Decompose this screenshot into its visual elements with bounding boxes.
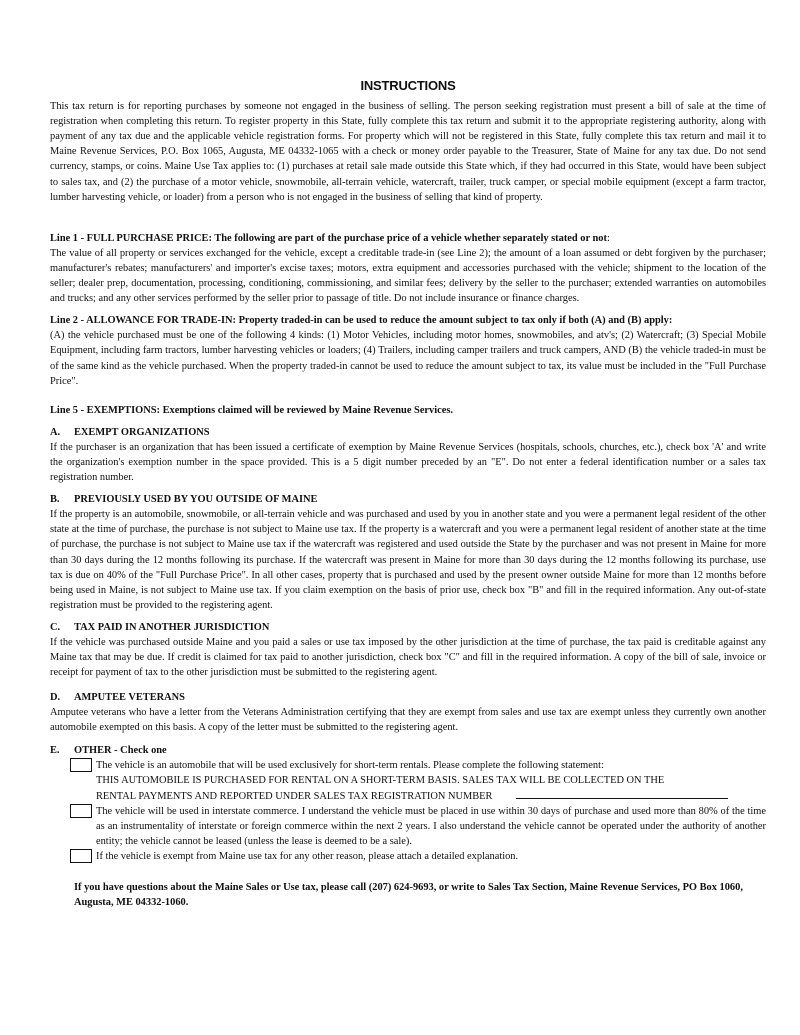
exemption-b-title: PREVIOUSLY USED BY YOU OUTSIDE OF MAINE [74, 494, 318, 506]
rental-statement-line2-text: RENTAL PAYMENTS AND REPORTED UNDER SALES TAX REGISTRATION NUMBER [96, 790, 493, 802]
exemption-b-heading [50, 492, 766, 507]
exemption-d-section [50, 690, 766, 735]
exemption-d-heading [50, 690, 766, 705]
exemption-d-title: AMPUTEE VETERANS [74, 692, 185, 704]
page-title: INSTRUCTIONS [360, 78, 456, 93]
other-option-short-term-rental [50, 758, 766, 804]
short-term-rental-checkbox[interactable] [70, 758, 92, 772]
exemption-e-title: OTHER - Check one [74, 744, 167, 756]
exemption-a-heading [50, 425, 766, 440]
instructions-page [50, 78, 766, 911]
line2-body: (A) the vehicle purchased must be one of the following 4 kinds: (1) Motor Vehicles, including motor homes, snowmobiles, and atv's; (2) Watercraft; (3) Special Mobile Equipment, including farm tractors, lumber harvesting vehicles or loaders; (4) Trailers, including camper trailers and truck campers, AND (B) the vehicle traded-in must be of the same kind as the vehicle purchased. When the property traded-in cannot be used to reduce the amount subject to tax, its value must be included in the "Full Purchase Price". [50, 330, 766, 387]
other-option-interstate-commerce [50, 804, 766, 849]
rental-statement-line2 [96, 788, 766, 804]
interstate-commerce-text: The vehicle will be used in interstate commerce. I understand the vehicle must be placed in use within 30 days of purchase and used more than 80% of the time as an instrumentality of interstate or foreign commerce within the next 2 years. I also understand the vehicle cannot be operated under the authority of another entity; the vehicle cannot be leased (unless the lease is deemed to be a sale). [96, 805, 766, 848]
exemption-a-section [50, 425, 766, 485]
line2-heading: Line 2 - ALLOWANCE FOR TRADE-IN: Property traded-in can be used to reduce the amount subject to tax only if both (A) and (B) apply: [50, 315, 673, 327]
exemption-b-body: If the property is an automobile, snowmobile, or all-terrain vehicle and was purchased and used by you in another state and you were a permanent legal resident of the other state at the time of purchase, the purchase is not subject to Maine use tax. If the property is a watercraft and you were a permanent legal resident of another state at the time of purchase, the purchase is not subject to Maine use tax if the watercraft was registered and used outside the State by the purchaser and was not present in Maine for more than 30 days during the 12 months following its purchase. If the watercraft was present in Maine for more than 30 days during the 12 months following its purchase, use tax is due on 40% of the "Full Purchase Price". In all other cases, property that is purchased and used by the present owner outside Maine for more than 12 months before being used in Maine, is not subject to Maine use tax. If you claim exemption on the basis of prior use, check box "B" and fill in the required information. Any out-of-state registration must be provided to the registering agent. [50, 509, 766, 611]
line2-section [50, 313, 766, 388]
line1-heading [50, 231, 766, 246]
exemption-b-section [50, 492, 766, 613]
line5-heading: Line 5 - EXEMPTIONS: Exemptions claimed will be reviewed by Maine Revenue Services. [50, 404, 453, 416]
rental-statement-line1: THIS AUTOMOBILE IS PURCHASED FOR RENTAL ON A SHORT-TERM BASIS. SALES TAX WILL BE COLLECTED ON THE [96, 774, 665, 786]
contact-info: If you have questions about the Maine Sales or Use tax, please call (207) 624-9693, or write to Sales Tax Section, Maine Revenue Services, PO Box 1060, Augusta, ME 04332-1060. [74, 882, 743, 909]
exemption-c-heading [50, 620, 766, 635]
interstate-commerce-checkbox[interactable] [70, 804, 92, 818]
line1-heading-suffix: : [606, 232, 610, 244]
other-reason-checkbox[interactable] [70, 849, 92, 863]
line1-body: The value of all property or services exchanged for the vehicle, except a creditable trade-in (see Line 2); the amount of a loan assumed or debt forgiven by the purchaser; manufacturer's rebates; manufacturers' and importer's excise taxes; motors, extra equipment and accessories purchased with the vehicle; shipment to the location of the seller; dealer prep, documentation, processing, conditioning, commissioning, and similar fees; delivery by the seller to the purchaser; extended warranties on automobiles and trucks; and any other services performed by the seller prior to passage of title. Do not include insurance or finance charges. [50, 247, 766, 305]
exemption-e-heading [50, 743, 766, 758]
exemption-a-body: If the purchaser is an organization that has been issued a certificate of exemption by Maine Revenue Services (hospitals, schools, churches, etc.), check box 'A' and write the organization's exemption number in the space provided. This is a 5 digit number preceded by an "E". Do not enter a federal identification number or a sales tax registration number. [50, 441, 766, 484]
exemption-e-section [50, 743, 766, 865]
line5-section [50, 403, 766, 418]
other-reason-text: If the vehicle is exempt from Maine use tax for any other reason, please attach a detailed explanation. [96, 851, 519, 863]
exemption-d-body: Amputee veterans who have a letter from the Veterans Administration certifying that they are exempt from sales and use tax are exempt unless they currently own another automobile exempted on this basis. A copy of the letter must be submitted to the registering agent. [50, 707, 766, 734]
other-option-other-reason [50, 849, 766, 864]
exemption-d-letter: D. [50, 692, 61, 704]
exemption-c-title: TAX PAID IN ANOTHER JURISDICTION [74, 621, 270, 633]
short-term-rental-text: The vehicle is an automobile that will be used exclusively for short-term rentals. Please complete the following statement: [96, 759, 604, 771]
exemption-c-section [50, 620, 766, 680]
exemption-b-letter: B. [50, 494, 60, 506]
sales-tax-registration-number-field[interactable] [516, 788, 728, 799]
intro-paragraph: This tax return is for reporting purchases by someone not engaged in the business of selling. The person seeking registration must present a bill of sale at the time of registration when completing this return. To register property in this State, fully complete this tax return and submit it to the appropriate registering authority, along with payment of any tax due and the applicable vehicle registration forms. For property which will not be registered in this State, fully complete this tax return and mail it to Maine Revenue Services, P.O. Box 1065, Augusta, ME 04332-1065 with a check or money order payable to the Treasurer, State of Maine for any tax due. Do not send currency, stamps, or coins. Maine Use Tax applies to: (1) purchases at retail sale made outside this State which, if they had occurred in this State, would have been subject to sales tax, and (2) the purchase of a motor vehicle, snowmobile, all-terrain vehicle, watercraft, trailer, truck camper, or special mobile equipment (except a farm tractor, lumber harvesting vehicle, or loader) from a person who is not engaged in the business of selling that kind of property. [50, 101, 766, 203]
exemption-c-letter: C. [50, 621, 61, 633]
exemption-a-letter: A. [50, 426, 61, 438]
exemption-a-title: EXEMPT ORGANIZATIONS [74, 426, 210, 438]
line1-heading-text: Line 1 - FULL PURCHASE PRICE: The following are part of the purchase price of a vehicle whether separately stated or not [50, 232, 607, 244]
exemption-c-body: If the vehicle was purchased outside Maine and you paid a sales or use tax imposed by the other jurisdiction at the time of purchase, the tax paid is creditable against any Maine tax that may be due. If credit is claimed for tax paid to another jurisdiction, check box "C" and fill in the required information. A copy of the bill of sale, invoice or receipt for payment of tax to the other jurisdiction must be submitted to the registering agent. [50, 637, 766, 679]
line1-section [50, 231, 766, 306]
exemption-e-letter: E. [50, 744, 60, 756]
